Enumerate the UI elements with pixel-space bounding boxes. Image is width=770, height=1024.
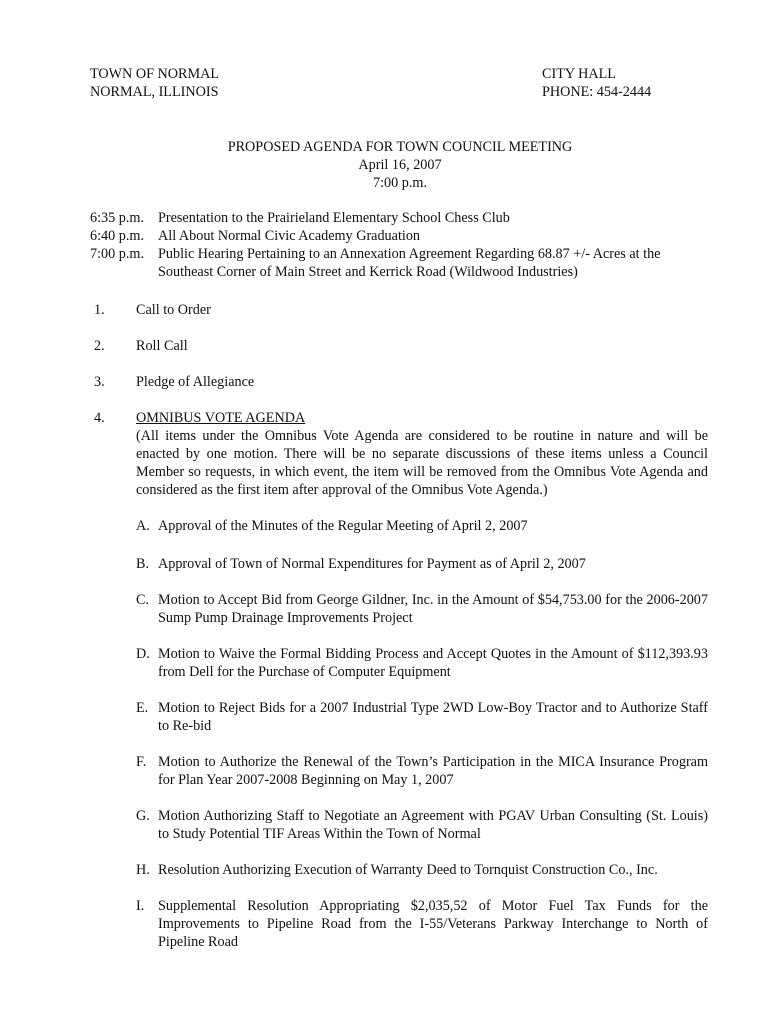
- agenda-heading: PROPOSED AGENDA FOR TOWN COUNCIL MEETING: [227, 139, 573, 155]
- subitem-g: [136, 807, 708, 843]
- subitem-b: [136, 555, 708, 573]
- omnibus-heading: OMNIBUS VOTE AGENDA: [136, 410, 306, 426]
- schedule-text: All About Normal Civic Academy Graduation: [158, 228, 421, 244]
- schedule-time: 6:40 p.m.: [90, 228, 144, 244]
- subitem-c: [136, 591, 708, 627]
- item-call-to-order: Call to Order: [136, 302, 211, 318]
- subitem-text: Approval of Town of Normal Expenditures for Payment as of April 2, 2007: [158, 556, 586, 572]
- item-pledge: Pledge of Allegiance: [136, 374, 255, 390]
- subitem-f: [136, 753, 708, 789]
- subitem-letter: B.: [136, 556, 150, 572]
- schedule-time: 6:35 p.m.: [90, 210, 144, 226]
- subitem-text: Motion to Authorize the Renewal of the Town’s Participation in the MICA Insurance Program for Plan Year 2007-2008 Beginning on May 1, 2007: [158, 754, 708, 788]
- office-name: CITY HALL: [542, 66, 616, 82]
- subitem-a: [136, 517, 708, 535]
- meeting-date: April 16, 2007: [358, 157, 442, 173]
- subitem-text: Supplemental Resolution Appropriating $2,035,52 of Motor Fuel Tax Funds for the Improvements to Pipeline Road from the I-55/Veterans Parkway Interchange to North of Pipeline Road: [158, 898, 708, 950]
- header-left: [90, 65, 219, 101]
- item-number: 4.: [94, 410, 105, 426]
- subitem-letter: G.: [136, 808, 150, 824]
- subitem-e: [136, 699, 708, 735]
- subitem-letter: F.: [136, 754, 147, 770]
- schedule-row: [90, 227, 710, 245]
- schedule-row: [90, 245, 710, 281]
- agenda-title-block: [0, 138, 770, 192]
- subitem-letter: C.: [136, 592, 150, 608]
- town-location: NORMAL, ILLINOIS: [90, 84, 219, 100]
- omnibus-note: (All items under the Omnibus Vote Agenda are considered to be routine in nature and will be enacted by one motion. There will be no separate discussions of these items unless a Council Member so requests, in which event, the item will be removed from the Omnibus Vote Agenda and considered as the first item after approval of the Omnibus Vote Agenda.): [136, 428, 708, 498]
- subitem-letter: A.: [136, 518, 150, 534]
- omnibus-section: [136, 409, 708, 499]
- item-number: 1.: [94, 302, 105, 318]
- schedule-time: 7:00 p.m.: [90, 246, 144, 262]
- subitem-text: Motion to Accept Bid from George Gildner, Inc. in the Amount of $54,753.00 for the 2006-2007 Sump Pump Drainage Improvements Project: [158, 592, 708, 626]
- subitem-text: Approval of the Minutes of the Regular Meeting of April 2, 2007: [158, 518, 528, 534]
- subitem-h: [136, 861, 708, 879]
- item-roll-call: Roll Call: [136, 338, 188, 354]
- town-name: TOWN OF NORMAL: [90, 66, 220, 82]
- header-right: [542, 65, 651, 101]
- item-number: 2.: [94, 338, 105, 354]
- subitem-letter: H.: [136, 862, 150, 878]
- pre-meeting-schedule: [90, 209, 710, 281]
- schedule-text: Presentation to the Prairieland Elementary School Chess Club: [158, 210, 510, 226]
- subitem-letter: D.: [136, 646, 150, 662]
- subitem-letter: I.: [136, 898, 145, 914]
- subitem-i: [136, 897, 708, 951]
- subitem-letter: E.: [136, 700, 149, 716]
- subitem-text: Motion to Waive the Formal Bidding Process and Accept Quotes in the Amount of $112,393.93 from Dell for the Purchase of Computer Equipment: [158, 646, 708, 680]
- meeting-time: 7:00 p.m.: [373, 175, 427, 191]
- subitem-text: Resolution Authorizing Execution of Warranty Deed to Tornquist Construction Co., Inc.: [158, 862, 658, 878]
- schedule-row: [90, 209, 710, 227]
- office-phone: PHONE: 454-2444: [542, 84, 652, 100]
- item-number: 3.: [94, 374, 105, 390]
- subitem-text: Motion Authorizing Staff to Negotiate an Agreement with PGAV Urban Consulting (St. Louis) to Study Potential TIF Areas Within the Town of Normal: [158, 808, 708, 842]
- schedule-text: Public Hearing Pertaining to an Annexation Agreement Regarding 68.87 +/- Acres at the Southeast Corner of Main Street and Kerrick Road (Wildwood Industries): [158, 246, 661, 280]
- subitem-d: [136, 645, 708, 681]
- subitem-text: Motion to Reject Bids for a 2007 Industrial Type 2WD Low-Boy Tractor and to Authorize Staff to Re-bid: [158, 700, 708, 734]
